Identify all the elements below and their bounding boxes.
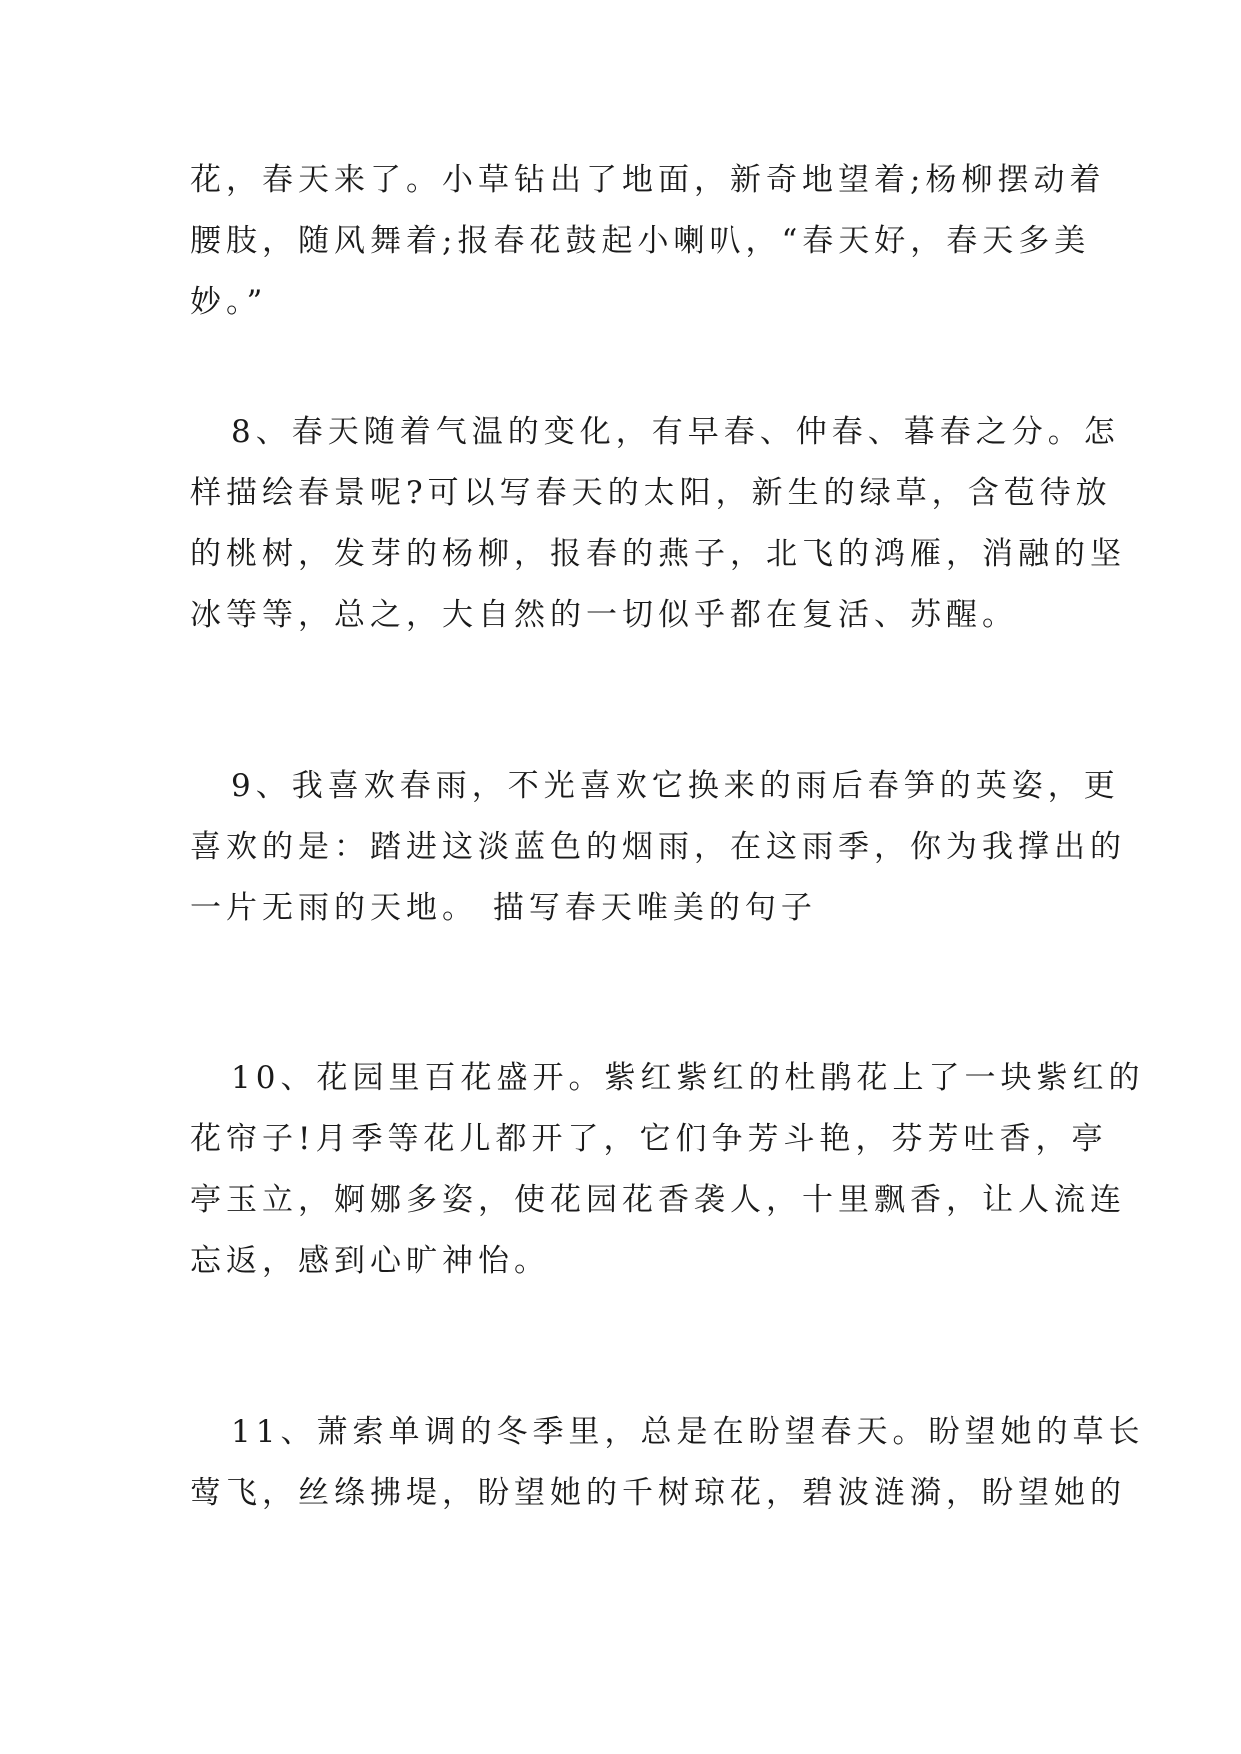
text-line: 的桃树，发芽的杨柳，报春的燕子，北飞的鸿雁，消融的坚	[190, 536, 1126, 572]
text-line: 亭玉立，婀娜多姿，使花园花香袭人，十里飘香，让人流连	[190, 1182, 1126, 1218]
paragraph-8	[190, 402, 1126, 646]
text-line: 10、花园里百花盛开。紫红紫红的杜鹃花上了一块紫红的	[231, 1060, 1145, 1096]
paragraph-11	[190, 1402, 1145, 1524]
text-line: 冰等等，总之，大自然的一切似乎都在复活、苏醒。	[190, 597, 1018, 633]
text-line: 腰肢，随风舞着;报春花鼓起小喇叭，“春天好，春天多美	[190, 223, 1091, 259]
text-line: 莺飞，丝绦拂堤，盼望她的千树琼花，碧波涟漪，盼望她的	[190, 1475, 1126, 1511]
paragraph-10	[190, 1048, 1145, 1292]
text-line: 花，春天来了。小草钻出了地面，新奇地望着;杨柳摆动着	[190, 162, 1106, 198]
text-line: 样描绘春景呢?可以写春天的太阳，新生的绿草，含苞待放	[190, 475, 1112, 511]
text-line: 8、春天随着气温的变化，有早春、仲春、暮春之分。怎	[231, 414, 1120, 450]
text-line: 11、萧索单调的冬季里，总是在盼望春天。盼望她的草长	[231, 1414, 1145, 1450]
text-line: 花帘子!月季等花儿都开了，它们争芳斗艳，芬芳吐香，亭	[190, 1121, 1108, 1157]
text-line: 忘返，感到心旷神怡。	[190, 1243, 550, 1279]
text-line: 9、我喜欢春雨，不光喜欢它换来的雨后春笋的英姿，更	[231, 768, 1120, 804]
paragraph-9	[190, 756, 1126, 939]
text-line: 喜欢的是：踏进这淡蓝色的烟雨，在这雨季，你为我撑出的	[190, 829, 1126, 865]
text-line: 妙。”	[190, 284, 268, 320]
paragraph-7-continuation	[190, 150, 1106, 333]
text-line: 一片无雨的天地。 描写春天唯美的句子	[190, 890, 817, 926]
